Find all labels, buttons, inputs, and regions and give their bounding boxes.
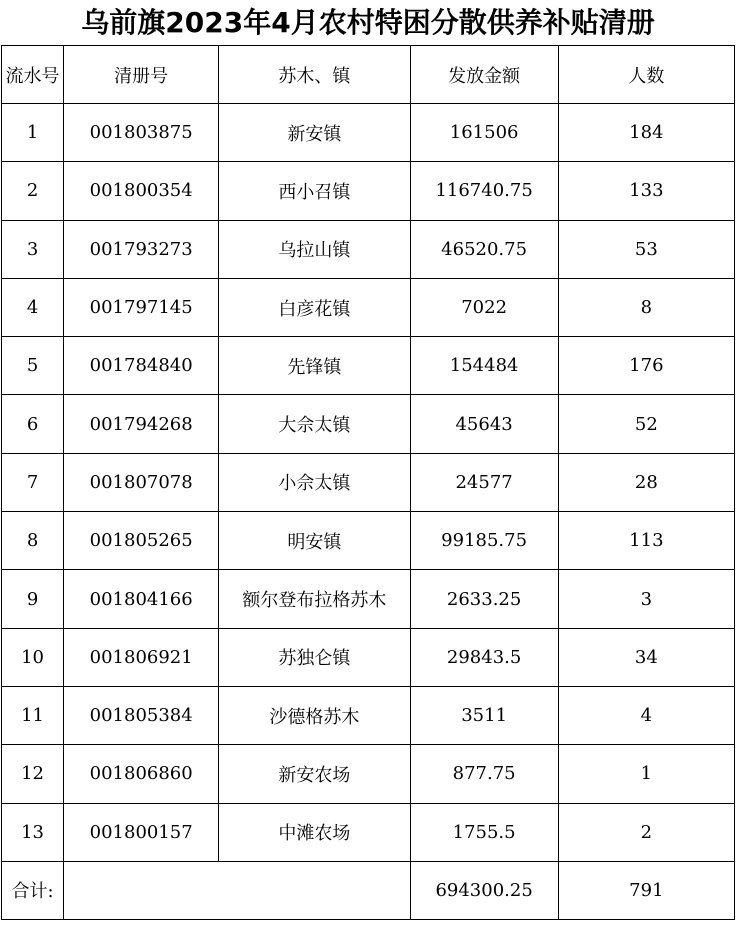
cell-town: 白彦花镇 [219, 278, 410, 336]
cell-count: 53 [558, 220, 734, 278]
cell-town: 小佘太镇 [219, 453, 410, 511]
cell-town: 新安镇 [219, 104, 410, 162]
header-town: 苏木、镇 [219, 46, 410, 104]
cell-count: 2 [558, 803, 734, 861]
cell-town: 乌拉山镇 [219, 220, 410, 278]
cell-amount: 877.75 [410, 745, 558, 803]
cell-serial: 10 [2, 628, 64, 686]
cell-town: 苏独仑镇 [219, 628, 410, 686]
cell-amount: 116740.75 [410, 162, 558, 220]
cell-town: 西小召镇 [219, 162, 410, 220]
cell-serial: 6 [2, 395, 64, 453]
cell-town: 新安农场 [219, 745, 410, 803]
table-body [2, 104, 735, 862]
cell-serial: 12 [2, 745, 64, 803]
table-row [2, 512, 735, 570]
cell-amount: 99185.75 [410, 512, 558, 570]
header-serial: 流水号 [2, 46, 64, 104]
cell-count: 28 [558, 453, 734, 511]
table-row [2, 162, 735, 220]
cell-count: 34 [558, 628, 734, 686]
cell-count: 4 [558, 686, 734, 744]
cell-register: 001794268 [64, 395, 219, 453]
cell-amount: 1755.5 [410, 803, 558, 861]
cell-town: 中滩农场 [219, 803, 410, 861]
table-row [2, 220, 735, 278]
cell-register: 001793273 [64, 220, 219, 278]
cell-register: 001806860 [64, 745, 219, 803]
total-amount: 694300.25 [410, 861, 558, 919]
total-row [2, 861, 735, 919]
cell-count: 176 [558, 337, 734, 395]
cell-serial: 1 [2, 104, 64, 162]
cell-serial: 5 [2, 337, 64, 395]
cell-register: 001804166 [64, 570, 219, 628]
cell-register: 001797145 [64, 278, 219, 336]
cell-amount: 7022 [410, 278, 558, 336]
cell-amount: 154484 [410, 337, 558, 395]
cell-count: 133 [558, 162, 734, 220]
table-row [2, 337, 735, 395]
cell-register: 001806921 [64, 628, 219, 686]
cell-amount: 24577 [410, 453, 558, 511]
table-row [2, 628, 735, 686]
header-register: 清册号 [64, 46, 219, 104]
table-row [2, 453, 735, 511]
cell-count: 1 [558, 745, 734, 803]
table-row [2, 686, 735, 744]
table-header-row [2, 46, 735, 104]
cell-register: 001803875 [64, 104, 219, 162]
cell-town: 沙德格苏木 [219, 686, 410, 744]
cell-register: 001784840 [64, 337, 219, 395]
cell-amount: 2633.25 [410, 570, 558, 628]
cell-serial: 13 [2, 803, 64, 861]
cell-register: 001800354 [64, 162, 219, 220]
header-count: 人数 [558, 46, 734, 104]
table-row [2, 395, 735, 453]
total-blank-cell [64, 861, 410, 919]
cell-serial: 8 [2, 512, 64, 570]
cell-count: 184 [558, 104, 734, 162]
cell-town: 额尔登布拉格苏木 [219, 570, 410, 628]
cell-count: 8 [558, 278, 734, 336]
cell-register: 001800157 [64, 803, 219, 861]
total-count: 791 [558, 861, 734, 919]
cell-count: 52 [558, 395, 734, 453]
cell-serial: 2 [2, 162, 64, 220]
cell-serial: 7 [2, 453, 64, 511]
page-title: 乌前旗2023年4月农村特困分散供养补贴清册 [81, 6, 655, 39]
cell-amount: 3511 [410, 686, 558, 744]
cell-amount: 161506 [410, 104, 558, 162]
cell-serial: 4 [2, 278, 64, 336]
table-row [2, 803, 735, 861]
cell-amount: 46520.75 [410, 220, 558, 278]
cell-amount: 29843.5 [410, 628, 558, 686]
cell-count: 3 [558, 570, 734, 628]
cell-register: 001805384 [64, 686, 219, 744]
cell-register: 001807078 [64, 453, 219, 511]
cell-amount: 45643 [410, 395, 558, 453]
cell-serial: 9 [2, 570, 64, 628]
total-label: 合计: [2, 861, 64, 919]
cell-town: 大佘太镇 [219, 395, 410, 453]
cell-serial: 3 [2, 220, 64, 278]
table-row [2, 104, 735, 162]
cell-serial: 11 [2, 686, 64, 744]
cell-town: 先锋镇 [219, 337, 410, 395]
table-row [2, 745, 735, 803]
cell-register: 001805265 [64, 512, 219, 570]
cell-town: 明安镇 [219, 512, 410, 570]
table-row [2, 570, 735, 628]
table-row [2, 278, 735, 336]
cell-count: 113 [558, 512, 734, 570]
subsidy-register-table [1, 45, 735, 920]
header-amount: 发放金额 [410, 46, 558, 104]
